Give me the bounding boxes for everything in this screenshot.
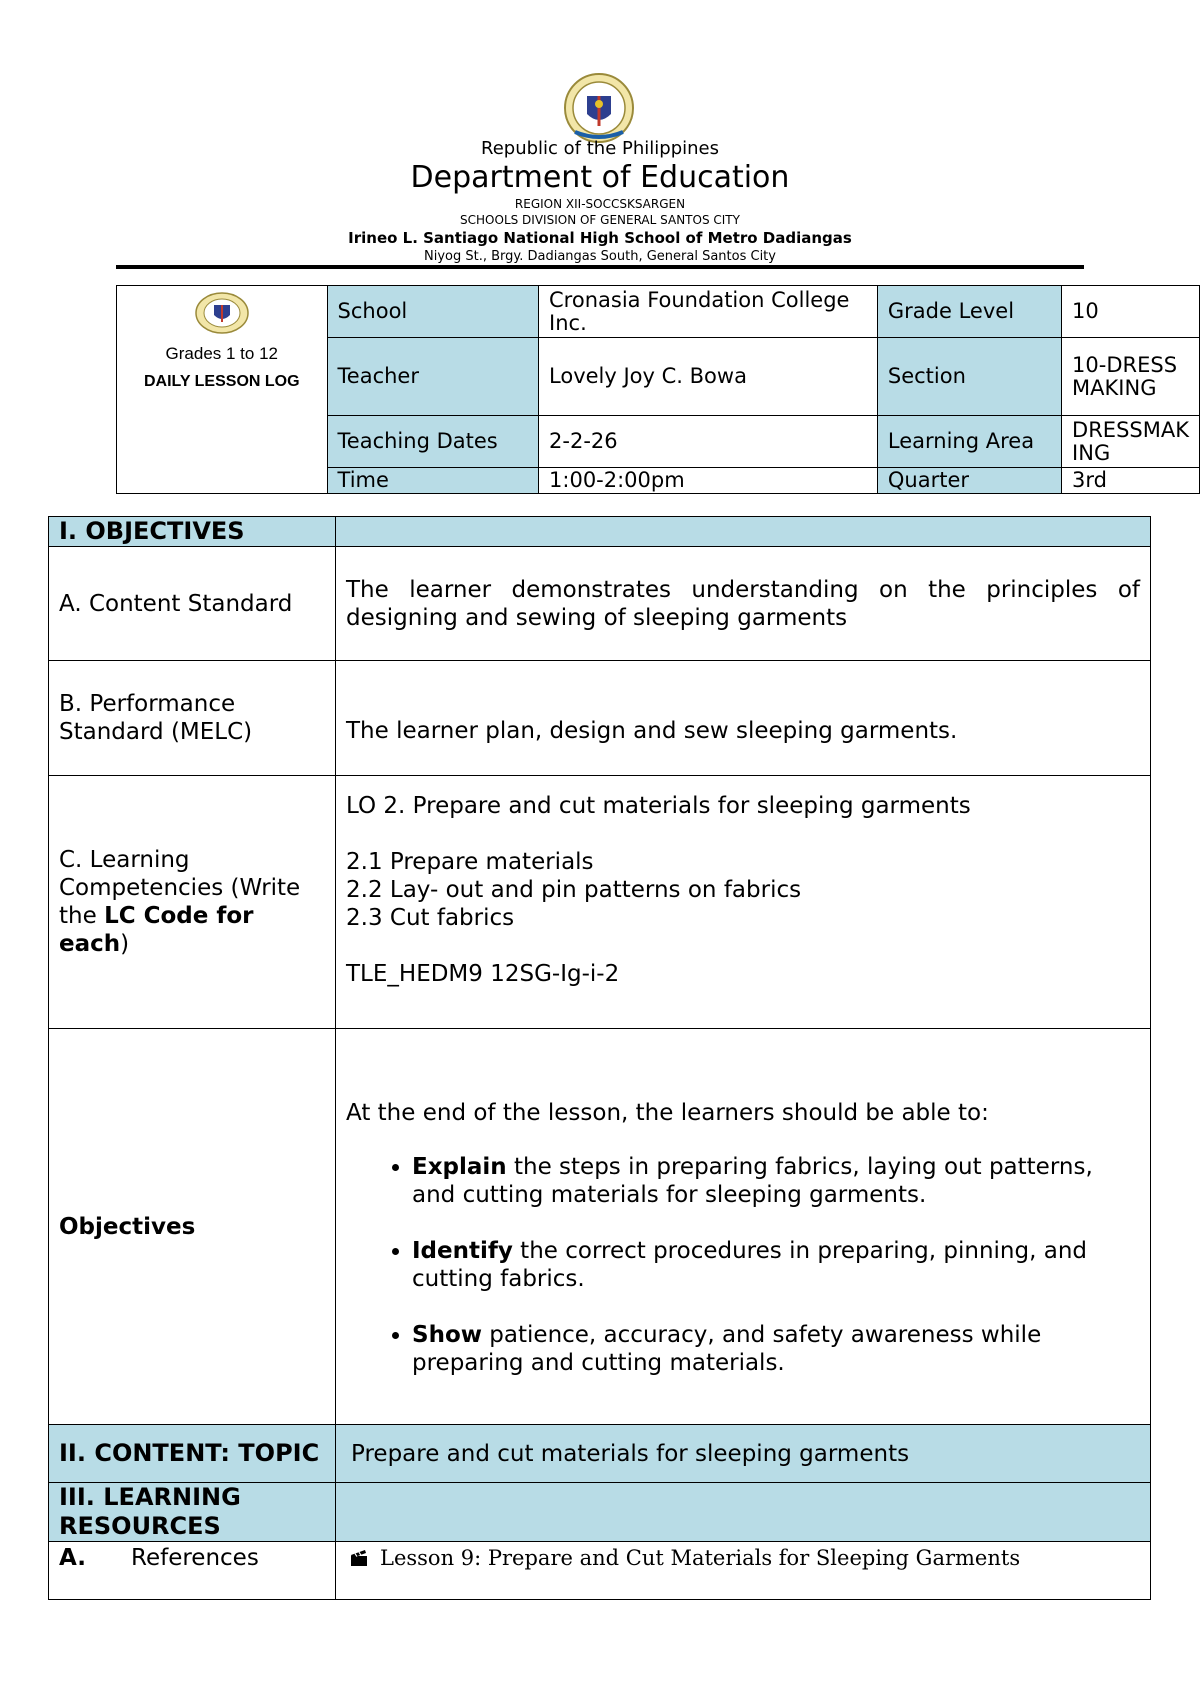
section-value: 10-DRESSMAKING bbox=[1062, 338, 1200, 416]
quarter-label: Quarter bbox=[877, 468, 1061, 494]
teaching-dates-label: Teaching Dates bbox=[327, 416, 538, 468]
content-standard-label: A. Content Standard bbox=[49, 547, 336, 661]
learning-area-label: Learning Area bbox=[877, 416, 1061, 468]
school-value: Cronasia Foundation College Inc. bbox=[539, 286, 878, 338]
lc-code-emphasis: LC Code for each bbox=[59, 903, 254, 957]
grade-level-value: 10 bbox=[1062, 286, 1200, 338]
performance-standard-label: B. Performance Standard (MELC) bbox=[49, 661, 336, 776]
learning-competencies-label: C. Learning Competencies (Write the LC Code for each) bbox=[49, 776, 336, 1029]
objective-item: • Explain the steps in preparing fabrics, laying out patterns, and cutting materials for sleeping garments. bbox=[412, 1153, 1140, 1209]
objective-item: • Show patience, accuracy, and safety awareness while preparing and cutting materials. bbox=[412, 1321, 1140, 1377]
competency-item: 2.3 Cut fabrics bbox=[346, 905, 515, 931]
lesson-info-table bbox=[116, 285, 1200, 494]
lc-code: TLE_HEDM9 12SG-Ig-i-2 bbox=[346, 961, 620, 987]
quarter-value: 3rd bbox=[1062, 468, 1200, 494]
school-name: Irineo L. Santiago National High School of Metro Dadiangas bbox=[348, 229, 852, 247]
section-label: Section bbox=[877, 338, 1061, 416]
learning-competencies-cell bbox=[336, 776, 1151, 1029]
performance-standard-text: The learner plan, design and sew sleeping garments. bbox=[336, 661, 1151, 776]
header-divider bbox=[116, 265, 1084, 269]
objective-item: • Identify the correct procedures in preparing, pinning, and cutting fabrics. bbox=[412, 1237, 1140, 1293]
daily-lesson-log-box bbox=[117, 286, 328, 494]
department-title: Department of Education bbox=[410, 160, 790, 195]
competency-item: 2.2 Lay- out and pin patterns on fabrics bbox=[346, 877, 802, 903]
teaching-dates-value: 2-2-26 bbox=[539, 416, 878, 468]
daily-lesson-log-label: DAILY LESSON LOG bbox=[143, 373, 300, 390]
competency-item: 2.1 Prepare materials bbox=[346, 849, 594, 875]
clapperboard-icon bbox=[350, 1549, 368, 1567]
content-topic-heading: II. CONTENT: TOPIC bbox=[49, 1425, 336, 1483]
grades-label: Grades 1 to 12 bbox=[165, 344, 278, 363]
learning-resources-heading: III. LEARNING RESOURCES bbox=[49, 1483, 336, 1542]
grade-level-label: Grade Level bbox=[877, 286, 1061, 338]
objectives-list bbox=[346, 1153, 1140, 1377]
deped-seal-small-logo bbox=[195, 292, 249, 334]
content-topic-text: Prepare and cut materials for sleeping garments bbox=[336, 1425, 1151, 1483]
lesson-plan-table bbox=[48, 516, 1151, 1600]
time-label: Time bbox=[327, 468, 538, 494]
learning-resources-blank bbox=[336, 1483, 1151, 1542]
learning-area-value: DRESSMAKING bbox=[1062, 416, 1200, 468]
teacher-label: Teacher bbox=[327, 338, 538, 416]
time-value: 1:00-2:00pm bbox=[539, 468, 878, 494]
teacher-value: Lovely Joy C. Bowa bbox=[539, 338, 878, 416]
division-line: SCHOOLS DIVISION OF GENERAL SANTOS CITY bbox=[460, 213, 740, 227]
objectives-cell bbox=[336, 1029, 1151, 1425]
content-standard-text: The learner demonstrates understanding on the principles of designing and sewing of sleeping garments bbox=[336, 547, 1151, 661]
lo-title: LO 2. Prepare and cut materials for sleeping garments bbox=[346, 793, 971, 819]
school-label: School bbox=[327, 286, 538, 338]
objectives-heading: I. OBJECTIVES bbox=[49, 517, 336, 547]
objectives-label: Objectives bbox=[49, 1029, 336, 1425]
references-label: A. References bbox=[49, 1542, 336, 1600]
reference-entry bbox=[336, 1542, 1151, 1600]
school-address: Niyog St., Brgy. Dadiangas South, General Santos City bbox=[424, 249, 776, 264]
republic-title: Republic of the Philippines bbox=[481, 138, 719, 159]
objectives-intro: At the end of the lesson, the learners should be able to: bbox=[346, 1100, 989, 1126]
region-line: REGION XII-SOCCSKSARGEN bbox=[514, 197, 686, 211]
objectives-heading-blank bbox=[336, 517, 1151, 547]
deped-seal-logo bbox=[563, 72, 635, 144]
reference-text: Lesson 9: Prepare and Cut Materials for Sleeping Garments bbox=[380, 1546, 1021, 1570]
